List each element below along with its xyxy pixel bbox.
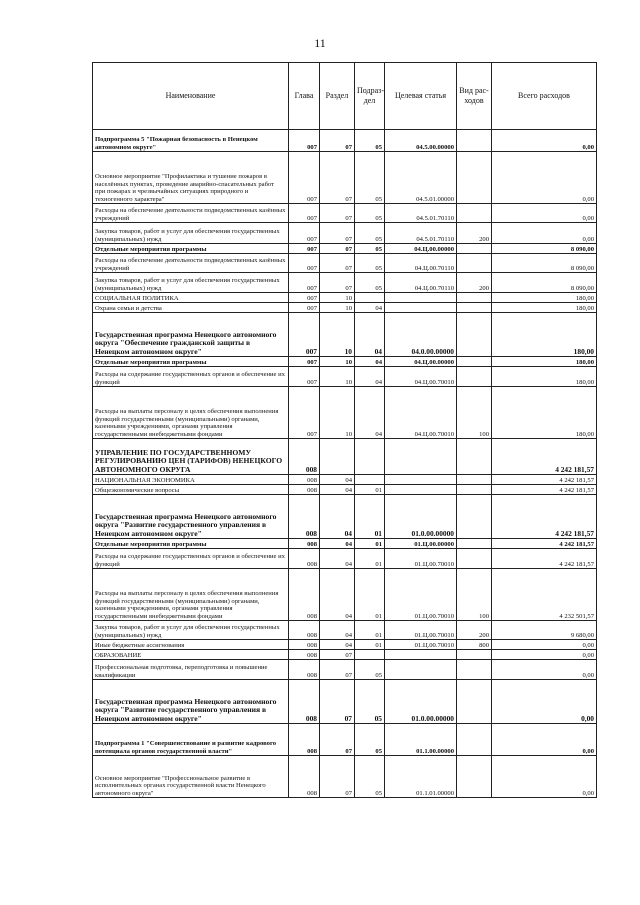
row-target-article: 01.0.00.00000 — [385, 495, 457, 539]
row-chapter: 008 — [289, 569, 320, 621]
row-subsection: 04 — [355, 357, 385, 367]
table-row — [93, 485, 597, 495]
row-section: 04 — [320, 539, 355, 549]
row-subsection: 05 — [355, 254, 385, 273]
page-number: 11 — [314, 36, 326, 50]
row-expense-type — [457, 539, 492, 549]
row-name: Подпрограмма 1 "Совершенствование и развитие кадрового потенциала органов государственной власти" — [93, 724, 289, 756]
row-subsection — [355, 650, 385, 660]
row-chapter: 008 — [289, 495, 320, 539]
row-subsection: 01 — [355, 485, 385, 495]
row-target-article: 04.Ц.00.70110 — [385, 273, 457, 293]
row-target-article: 04.0.00.00000 — [385, 313, 457, 357]
row-name: УПРАВЛЕНИЕ ПО ГОСУДАРСТВЕННОМУ РЕГУЛИРОВАНИЮ ЦЕН (ТАРИФОВ) НЕНЕЦКОГО АВТОНОМНОГО ОКРУГА — [93, 439, 289, 475]
row-subsection: 05 — [355, 223, 385, 244]
row-total: 0,00 — [492, 756, 597, 798]
row-subsection: 05 — [355, 756, 385, 798]
table-row — [93, 223, 597, 244]
row-total: 0,00 — [492, 680, 597, 724]
row-expense-type — [457, 485, 492, 495]
table-row — [93, 130, 597, 152]
row-name: Профессиональная подготовка, переподготовка и повышение квалификации — [93, 660, 289, 680]
row-name: Иные бюджетные ассигнования — [93, 640, 289, 650]
row-name: Отдельные мероприятия программы — [93, 357, 289, 367]
row-expense-type: 200 — [457, 273, 492, 293]
row-expense-type — [457, 244, 492, 254]
row-total: 180,00 — [492, 293, 597, 303]
row-section: 07 — [320, 130, 355, 152]
table-row — [93, 724, 597, 756]
row-expense-type — [457, 367, 492, 387]
table-row — [93, 680, 597, 724]
row-section: 10 — [320, 357, 355, 367]
row-section: 07 — [320, 223, 355, 244]
row-subsection: 04 — [355, 367, 385, 387]
row-section: 10 — [320, 367, 355, 387]
row-total: 0,00 — [492, 650, 597, 660]
row-expense-type: 100 — [457, 569, 492, 621]
row-chapter: 007 — [289, 254, 320, 273]
table-row — [93, 293, 597, 303]
row-section: 04 — [320, 475, 355, 485]
row-subsection: 01 — [355, 621, 385, 640]
row-target-article: 04.Ц.00.70110 — [385, 254, 457, 273]
row-chapter: 007 — [289, 293, 320, 303]
row-section: 07 — [320, 152, 355, 204]
row-target-article — [385, 660, 457, 680]
row-chapter: 008 — [289, 475, 320, 485]
table-row — [93, 367, 597, 387]
row-total: 0,00 — [492, 223, 597, 244]
row-subsection: 01 — [355, 569, 385, 621]
row-target-article: 04.Ц.00.70010 — [385, 387, 457, 439]
row-section: 04 — [320, 485, 355, 495]
row-target-article: 01.0.00.00000 — [385, 680, 457, 724]
table-row — [93, 357, 597, 367]
row-total: 8 090,00 — [492, 254, 597, 273]
row-target-article: 04.5.01.00000 — [385, 152, 457, 204]
row-name: Государственная программа Ненецкого автономного округа "Развитие государственного управления в Ненецком автономном округе" — [93, 495, 289, 539]
row-total: 4 232 501,57 — [492, 569, 597, 621]
row-name: Подпрограмма 5 "Пожарная безопасность в Ненецком автономном округе" — [93, 130, 289, 152]
table-row — [93, 475, 597, 485]
header-section: Раздел — [320, 63, 355, 130]
row-total: 0,00 — [492, 130, 597, 152]
table-row — [93, 254, 597, 273]
row-total: 0,00 — [492, 660, 597, 680]
row-total: 8 090,00 — [492, 244, 597, 254]
row-section: 07 — [320, 724, 355, 756]
row-target-article — [385, 293, 457, 303]
row-name: Закупка товаров, работ и услуг для обеспечения государственных (муниципальных) нужд — [93, 621, 289, 640]
row-total: 4 242 181,57 — [492, 475, 597, 485]
row-target-article: 01.Ц.00.70010 — [385, 621, 457, 640]
row-name: Расходы на обеспечение деятельности подведомственных казённых учреждений — [93, 204, 289, 223]
row-target-article: 01.Ц.00.70010 — [385, 569, 457, 621]
row-expense-type — [457, 660, 492, 680]
row-target-article: 01.1.01.00000 — [385, 756, 457, 798]
row-section: 04 — [320, 495, 355, 539]
row-subsection: 05 — [355, 204, 385, 223]
row-chapter: 008 — [289, 439, 320, 475]
row-name: Расходы на выплаты персоналу в целях обеспечения выполнения функций государственными (муниципальными) органами, казенными учреждениями, органами управления государственными внебюджетными фондами — [93, 387, 289, 439]
row-total: 0,00 — [492, 204, 597, 223]
row-subsection: 05 — [355, 660, 385, 680]
row-section: 07 — [320, 254, 355, 273]
row-expense-type — [457, 130, 492, 152]
row-name: НАЦИОНАЛЬНАЯ ЭКОНОМИКА — [93, 475, 289, 485]
table-row — [93, 539, 597, 549]
row-total: 180,00 — [492, 357, 597, 367]
row-total: 180,00 — [492, 313, 597, 357]
row-subsection: 05 — [355, 244, 385, 254]
table-row — [93, 495, 597, 539]
header-subsection: Подраз-дел — [355, 63, 385, 130]
row-subsection: 05 — [355, 273, 385, 293]
row-section: 07 — [320, 244, 355, 254]
row-section: 07 — [320, 650, 355, 660]
row-name: Закупка товаров, работ и услуг для обеспечения государственных (муниципальных) нужд — [93, 223, 289, 244]
table-row — [93, 569, 597, 621]
table-row — [93, 387, 597, 439]
row-target-article — [385, 650, 457, 660]
row-chapter: 008 — [289, 650, 320, 660]
row-total: 0,00 — [492, 152, 597, 204]
table-row — [93, 756, 597, 798]
row-subsection: 01 — [355, 539, 385, 549]
table-row — [93, 244, 597, 254]
row-expense-type — [457, 756, 492, 798]
row-chapter: 008 — [289, 539, 320, 549]
row-expense-type — [457, 303, 492, 313]
row-subsection: 04 — [355, 313, 385, 357]
row-target-article — [385, 485, 457, 495]
row-name: Расходы на выплаты персоналу в целях обеспечения выполнения функций государственными (муниципальными) органами, казенными учреждениями, органами управления государственными внебюджетными фондами — [93, 569, 289, 621]
row-section: 10 — [320, 313, 355, 357]
row-subsection — [355, 293, 385, 303]
row-expense-type — [457, 495, 492, 539]
row-chapter: 007 — [289, 130, 320, 152]
row-total: 0,00 — [492, 640, 597, 650]
row-name: Расходы на содержание государственных органов и обеспечение их функций — [93, 549, 289, 569]
row-chapter: 007 — [289, 223, 320, 244]
row-target-article: 04.5.01.70110 — [385, 204, 457, 223]
row-subsection: 05 — [355, 130, 385, 152]
row-expense-type: 800 — [457, 640, 492, 650]
row-chapter: 007 — [289, 303, 320, 313]
row-chapter: 008 — [289, 640, 320, 650]
row-total: 4 242 181,57 — [492, 495, 597, 539]
header-target-article: Целевая статья — [385, 63, 457, 130]
header-chapter: Глава — [289, 63, 320, 130]
row-chapter: 008 — [289, 621, 320, 640]
row-name: Отдельные мероприятия программы — [93, 539, 289, 549]
row-total: 0,00 — [492, 724, 597, 756]
row-subsection — [355, 475, 385, 485]
row-chapter: 008 — [289, 756, 320, 798]
row-subsection: 01 — [355, 640, 385, 650]
row-expense-type — [457, 549, 492, 569]
row-expense-type: 100 — [457, 387, 492, 439]
row-expense-type — [457, 680, 492, 724]
row-expense-type — [457, 724, 492, 756]
row-chapter: 007 — [289, 387, 320, 439]
row-name: Государственная программа Ненецкого автономного округа "Развитие государственного управления в Ненецком автономном округе" — [93, 680, 289, 724]
table-header-row — [93, 63, 597, 130]
table-row — [93, 204, 597, 223]
row-subsection: 04 — [355, 387, 385, 439]
row-chapter: 007 — [289, 152, 320, 204]
row-chapter: 007 — [289, 273, 320, 293]
row-section: 04 — [320, 621, 355, 640]
row-target-article: 04.Ц.00.70010 — [385, 367, 457, 387]
table-row — [93, 313, 597, 357]
row-name: Государственная программа Ненецкого автономного округа "Обеспечение гражданской защиты в Ненецком автономном округе" — [93, 313, 289, 357]
row-target-article — [385, 303, 457, 313]
row-expense-type — [457, 152, 492, 204]
row-expense-type — [457, 204, 492, 223]
row-target-article: 01.Ц.00.00000 — [385, 539, 457, 549]
row-name: Расходы на обеспечение деятельности подведомственных казённых учреждений — [93, 254, 289, 273]
row-name: СОЦИАЛЬНАЯ ПОЛИТИКА — [93, 293, 289, 303]
row-section: 04 — [320, 640, 355, 650]
header-name: Наименование — [93, 63, 289, 130]
row-section: 10 — [320, 293, 355, 303]
row-subsection — [355, 439, 385, 475]
row-section: 07 — [320, 680, 355, 724]
row-section: 04 — [320, 549, 355, 569]
row-total: 180,00 — [492, 387, 597, 439]
row-section: 10 — [320, 387, 355, 439]
table-row — [93, 549, 597, 569]
row-subsection: 01 — [355, 549, 385, 569]
row-expense-type: 200 — [457, 223, 492, 244]
row-section: 07 — [320, 756, 355, 798]
row-section: 04 — [320, 569, 355, 621]
expenditure-table — [92, 62, 597, 798]
row-chapter: 007 — [289, 357, 320, 367]
row-chapter: 007 — [289, 367, 320, 387]
row-expense-type — [457, 475, 492, 485]
row-target-article — [385, 439, 457, 475]
header-expense-type: Вид рас-ходов — [457, 63, 492, 130]
row-name: Закупка товаров, работ и услуг для обеспечения государственных (муниципальных) нужд — [93, 273, 289, 293]
row-expense-type — [457, 439, 492, 475]
row-expense-type — [457, 293, 492, 303]
row-total: 180,00 — [492, 303, 597, 313]
row-total: 4 242 181,57 — [492, 485, 597, 495]
row-chapter: 008 — [289, 549, 320, 569]
row-chapter: 008 — [289, 724, 320, 756]
row-chapter: 008 — [289, 660, 320, 680]
row-total: 4 242 181,57 — [492, 549, 597, 569]
row-target-article: 04.5.01.70110 — [385, 223, 457, 244]
row-name: Основное мероприятие "Профессиональное развитие в исполнительных органах государственной власти Ненецкого автономного округа" — [93, 756, 289, 798]
row-section: 07 — [320, 660, 355, 680]
row-subsection: 01 — [355, 495, 385, 539]
row-subsection: 04 — [355, 303, 385, 313]
row-chapter: 008 — [289, 485, 320, 495]
row-target-article: 04.Ц.00.00000 — [385, 244, 457, 254]
row-target-article: 04.5.00.00000 — [385, 130, 457, 152]
row-target-article: 04.Ц.00.00000 — [385, 357, 457, 367]
row-section: 07 — [320, 204, 355, 223]
row-total: 4 242 181,57 — [492, 539, 597, 549]
row-total: 8 090,00 — [492, 273, 597, 293]
table-row — [93, 650, 597, 660]
table-row — [93, 660, 597, 680]
row-chapter: 007 — [289, 244, 320, 254]
row-name: Охрана семьи и детства — [93, 303, 289, 313]
row-subsection: 05 — [355, 724, 385, 756]
row-name: ОБРАЗОВАНИЕ — [93, 650, 289, 660]
header-total: Всего расходов — [492, 63, 597, 130]
table-row — [93, 273, 597, 293]
row-target-article: 01.Ц.00.70010 — [385, 549, 457, 569]
row-subsection: 05 — [355, 680, 385, 724]
row-total: 4 242 181,57 — [492, 439, 597, 475]
row-subsection: 05 — [355, 152, 385, 204]
row-name: Основное мероприятие "Профилактика и тушение пожаров в населённых пунктах, проведение аварийно-спасательных работ при пожарах и чрезвычайных ситуациях природного и техногенного характера" — [93, 152, 289, 204]
row-expense-type — [457, 254, 492, 273]
row-section — [320, 439, 355, 475]
table-row — [93, 621, 597, 640]
row-section: 07 — [320, 273, 355, 293]
row-name: Общеэкономические вопросы — [93, 485, 289, 495]
row-section: 10 — [320, 303, 355, 313]
row-name: Расходы на содержание государственных органов и обеспечение их функций — [93, 367, 289, 387]
row-expense-type — [457, 313, 492, 357]
table-row — [93, 152, 597, 204]
row-target-article: 01.1.00.00000 — [385, 724, 457, 756]
row-target-article — [385, 475, 457, 485]
row-chapter: 008 — [289, 680, 320, 724]
table-row — [93, 303, 597, 313]
table-row — [93, 439, 597, 475]
row-expense-type — [457, 357, 492, 367]
row-name: Отдельные мероприятия программы — [93, 244, 289, 254]
table-row — [93, 640, 597, 650]
row-total: 9 680,00 — [492, 621, 597, 640]
row-target-article: 01.Ц.00.70010 — [385, 640, 457, 650]
row-expense-type — [457, 650, 492, 660]
row-chapter: 007 — [289, 204, 320, 223]
row-expense-type: 200 — [457, 621, 492, 640]
row-total: 180,00 — [492, 367, 597, 387]
row-chapter: 007 — [289, 313, 320, 357]
